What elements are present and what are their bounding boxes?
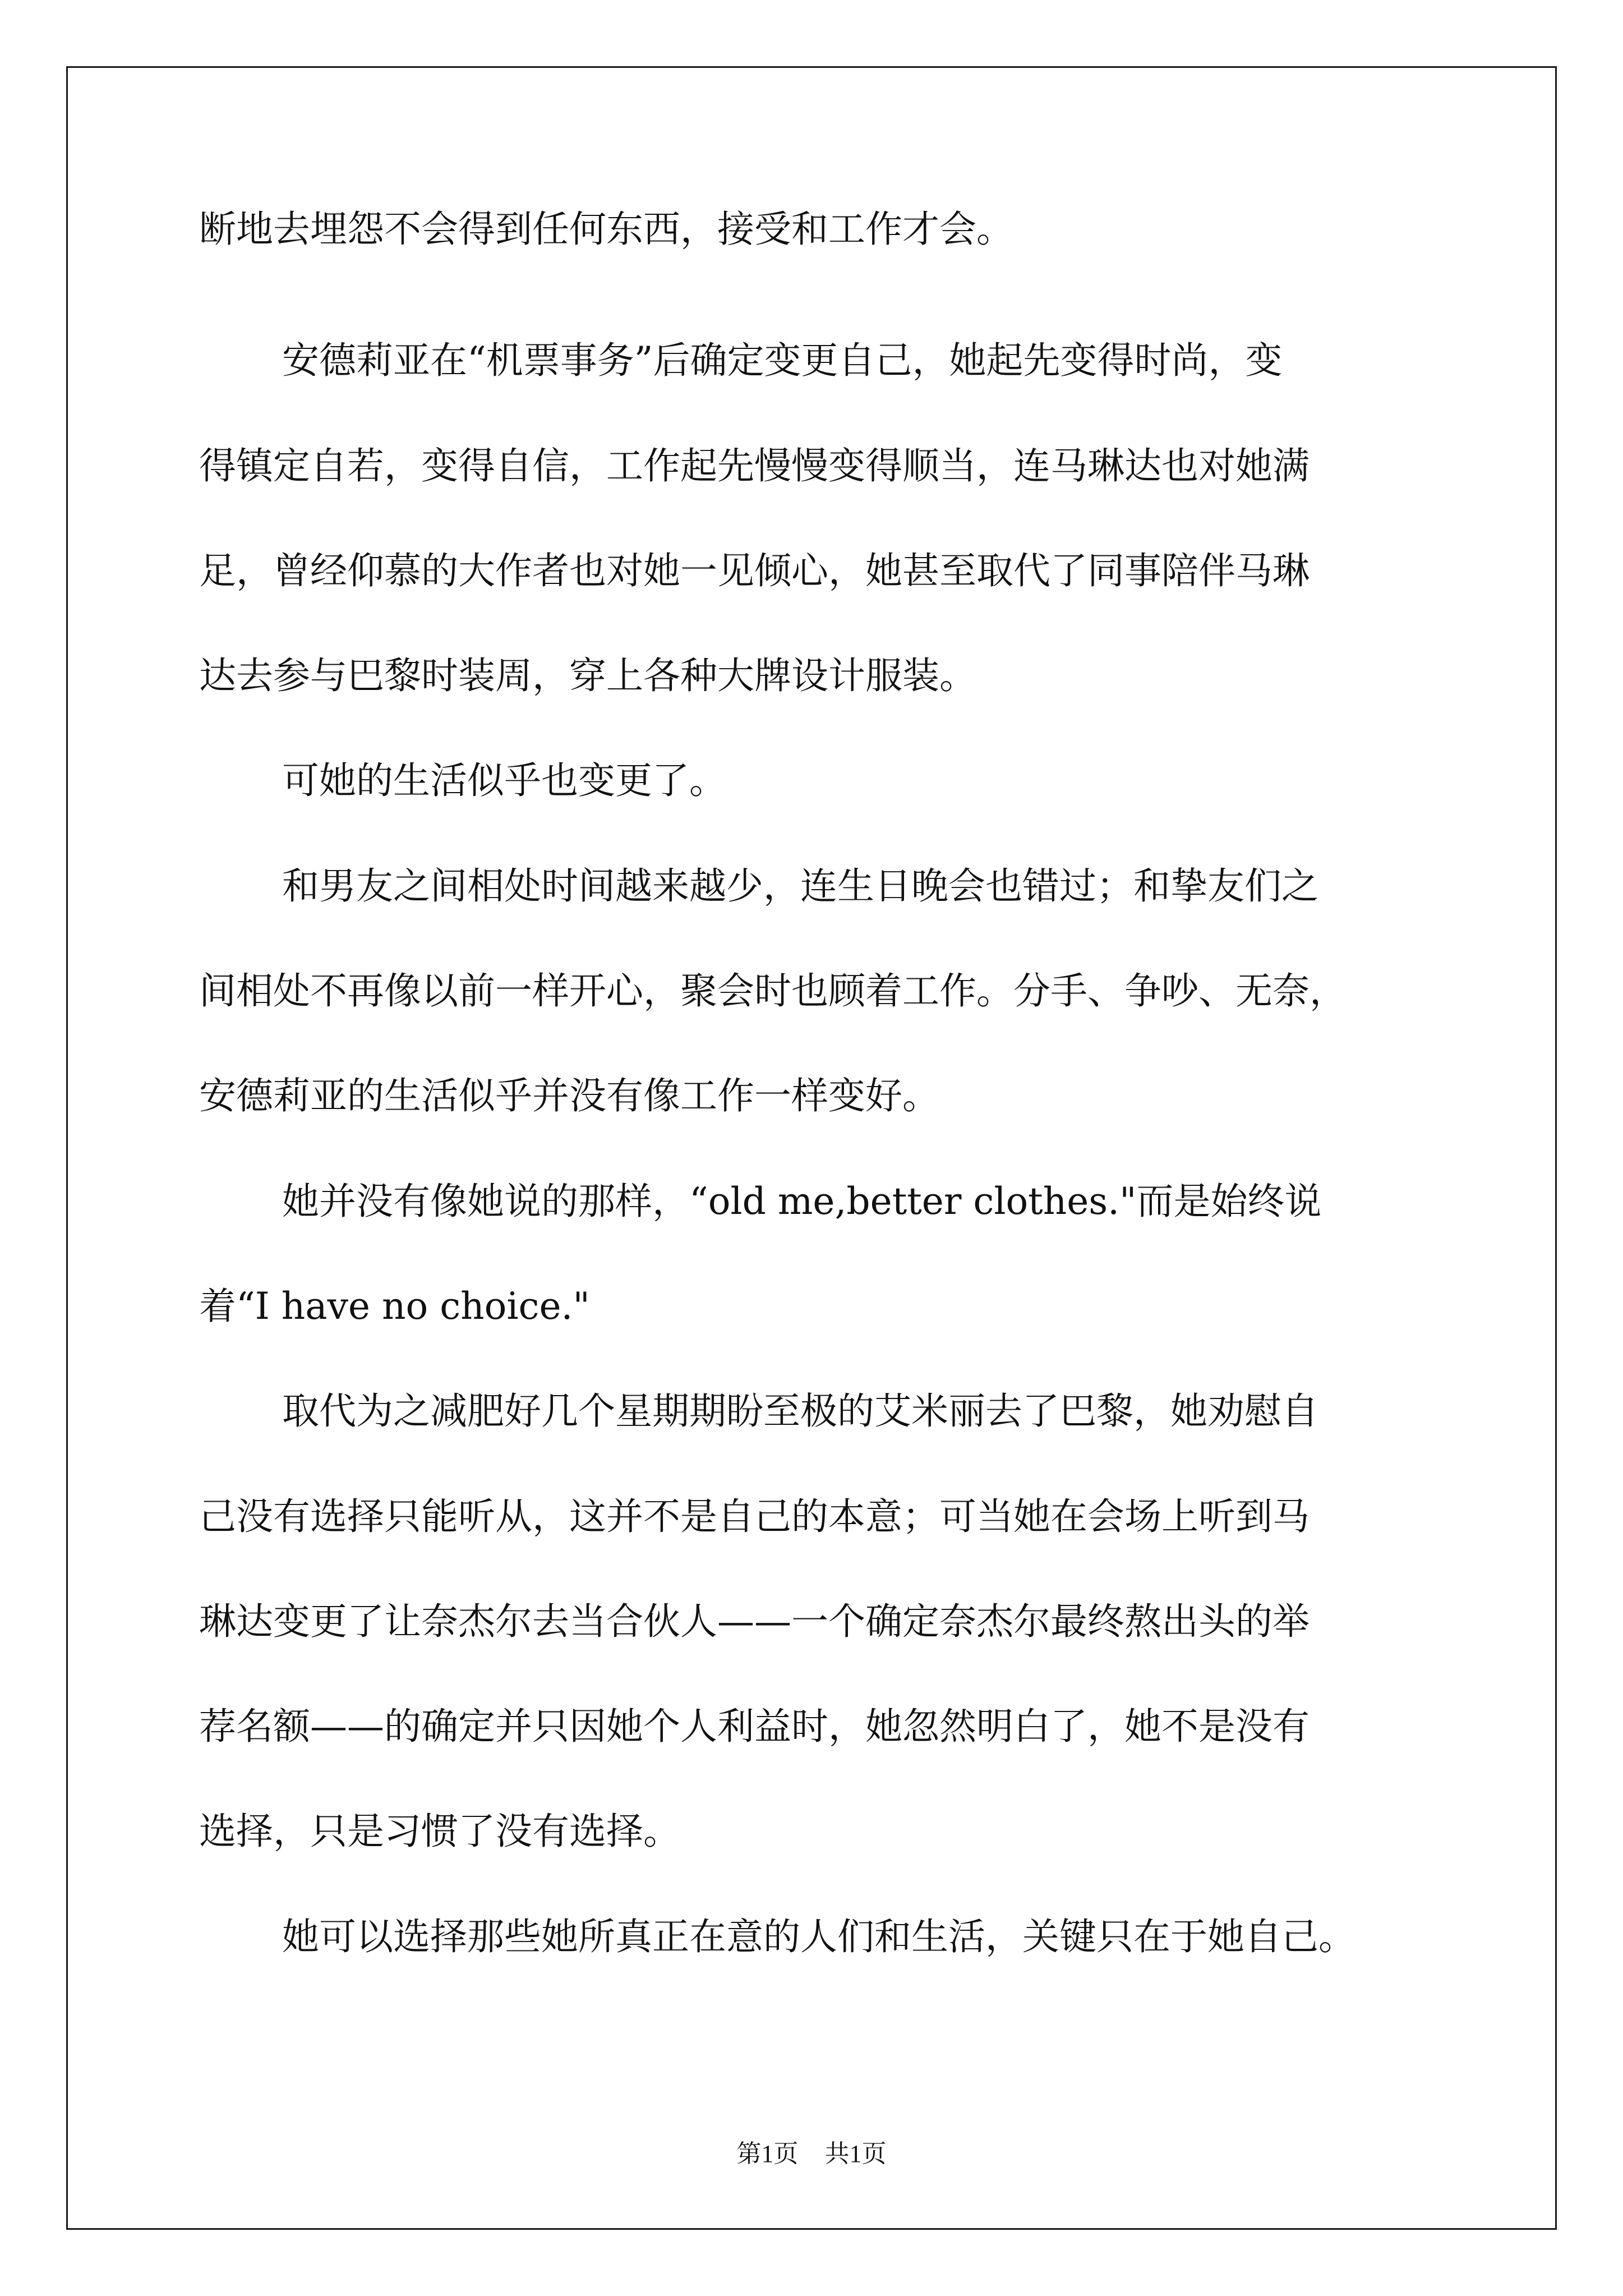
text-line: 足，曾经仰慕的大作者也对她一见倾心，她甚至取代了同事陪伴马琳 xyxy=(199,549,1310,592)
page-number-current: 第1页 xyxy=(736,2140,799,2168)
text-line: 她可以选择那些她所真正在意的人们和生活，关键只在于她自己。 xyxy=(282,1915,1355,1958)
text-line: 得镇定自若，变得自信，工作起先慢慢变得顺当，连马琳达也对她满 xyxy=(199,444,1310,487)
text-line: 断地去埋怨不会得到任何东西，接受和工作才会。 xyxy=(199,208,1013,251)
text-line: 她并没有像她说的那样，“old me,better clothes."而是始终说 xyxy=(282,1180,1322,1223)
page-number-total: 共1页 xyxy=(824,2140,887,2168)
text-line: 琳达变更了让奈杰尔去当合伙人——一个确定奈杰尔最终熬出头的举 xyxy=(199,1600,1310,1643)
text-line: 可她的生活似乎也变更了。 xyxy=(282,759,726,802)
text-line: 选择，只是习惯了没有选择。 xyxy=(199,1810,680,1853)
text-line: 己没有选择只能听从，这并不是自己的本意；可当她在会场上听到马 xyxy=(199,1495,1310,1538)
text-line: 荐名额——的确定并只因她个人利益时，她忽然明白了，她不是没有 xyxy=(199,1705,1310,1748)
text-line: 取代为之减肥好几个星期期盼至极的艾米丽去了巴黎，她劝慰自 xyxy=(282,1389,1318,1433)
text-line: 间相处不再像以前一样开心，聚会时也顾着工作。分手、争吵、无奈， xyxy=(199,969,1347,1013)
page-border xyxy=(66,66,1557,2230)
text-line: 安德莉亚在“机票事务”后确定变更自己，她起先变得时尚，变 xyxy=(282,339,1283,382)
page-footer xyxy=(0,2133,1623,2169)
text-line: 着“I have no choice." xyxy=(199,1285,590,1328)
text-line: 安德莉亚的生活似乎并没有像工作一样变好。 xyxy=(199,1074,939,1117)
text-line: 和男友之间相处时间越来越少，连生日晚会也错过；和挚友们之 xyxy=(282,864,1318,908)
text-line: 达去参与巴黎时装周，穿上各种大牌设计服装。 xyxy=(199,654,976,697)
